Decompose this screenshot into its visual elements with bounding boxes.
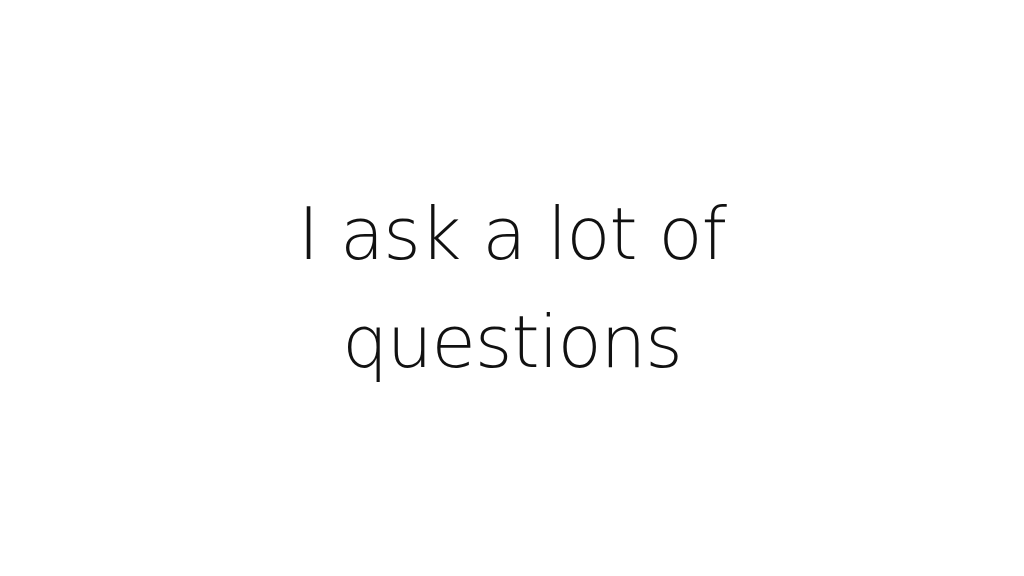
slide-heading-line-1: I ask a lot of bbox=[298, 192, 726, 276]
slide-heading-line-2: questions bbox=[342, 300, 682, 384]
slide-heading bbox=[298, 180, 726, 396]
